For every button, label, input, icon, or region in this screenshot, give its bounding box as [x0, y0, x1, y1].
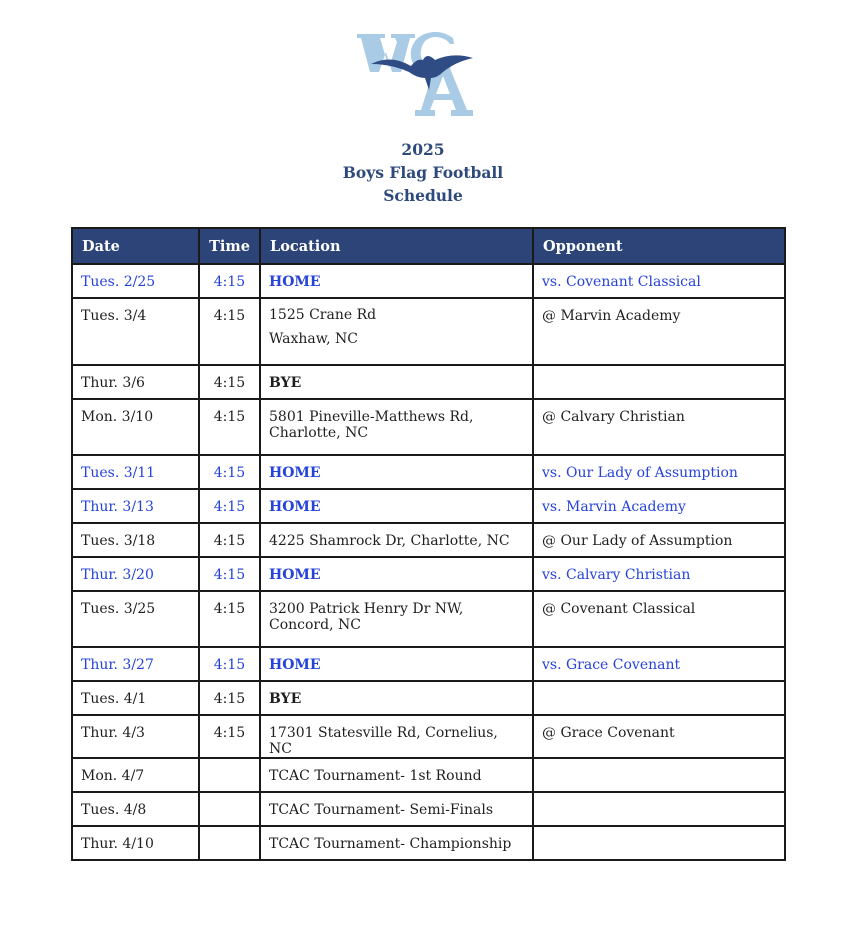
location-cell [260, 455, 533, 489]
opponent-cell: vs. Calvary Christian [533, 557, 785, 591]
table-row [72, 681, 785, 715]
table-row [72, 298, 785, 365]
location-cell [260, 715, 533, 758]
opponent-cell [533, 792, 785, 826]
table-row [72, 264, 785, 298]
time-cell: 4:15 [199, 489, 260, 523]
location-line: TCAC Tournament- Championship [269, 836, 512, 852]
location-line: BYE [269, 375, 302, 391]
date-cell: Mon. 3/10 [72, 399, 199, 455]
table-row [72, 523, 785, 557]
location-cell [260, 298, 533, 365]
table-row [72, 399, 785, 455]
header-date: Date [72, 228, 199, 264]
location-line: 1525 Crane Rd [269, 307, 377, 323]
opponent-cell: @ Marvin Academy [533, 298, 785, 365]
schedule-title: Boys Flag Football [342, 163, 504, 182]
time-cell: 4:15 [199, 399, 260, 455]
table-row [72, 647, 785, 681]
time-cell: 4:15 [199, 298, 260, 365]
location-cell [260, 591, 533, 647]
time-cell: 4:15 [199, 455, 260, 489]
location-line: TCAC Tournament- Semi-Finals [269, 802, 494, 818]
date-cell: Thur. 3/20 [72, 557, 199, 591]
location-line: 3200 Patrick Henry Dr NW, [269, 601, 464, 617]
opponent-cell: vs. Our Lady of Assumption [533, 455, 785, 489]
time-cell: 4:15 [199, 681, 260, 715]
location-line: HOME [269, 499, 321, 515]
table-row [72, 557, 785, 591]
school-logo [355, 28, 489, 120]
date-cell: Tues. 3/11 [72, 455, 199, 489]
table-row [72, 365, 785, 399]
time-cell [199, 758, 260, 792]
date-cell: Tues. 3/18 [72, 523, 199, 557]
table-row [72, 455, 785, 489]
table-row [72, 591, 785, 647]
header-opponent: Opponent [533, 228, 785, 264]
table-row [72, 758, 785, 792]
date-cell: Thur. 4/10 [72, 826, 199, 860]
logo-eagle [371, 55, 473, 90]
header-time: Time [199, 228, 260, 264]
time-cell: 4:15 [199, 557, 260, 591]
time-cell: 4:15 [199, 715, 260, 758]
date-cell: Tues. 3/4 [72, 298, 199, 365]
opponent-cell: @ Grace Covenant [533, 715, 785, 758]
location-line: HOME [269, 567, 321, 583]
location-line: TCAC Tournament- 1st Round [269, 768, 482, 784]
time-cell [199, 826, 260, 860]
date-cell: Thur. 3/13 [72, 489, 199, 523]
date-cell: Tues. 4/8 [72, 792, 199, 826]
location-line: Concord, NC [269, 617, 361, 633]
location-cell [260, 557, 533, 591]
title-block [0, 138, 846, 207]
date-cell: Tues. 3/25 [72, 591, 199, 647]
location-cell [260, 264, 533, 298]
location-cell [260, 792, 533, 826]
opponent-cell [533, 758, 785, 792]
time-cell: 4:15 [199, 647, 260, 681]
time-cell [199, 792, 260, 826]
location-cell [260, 681, 533, 715]
schedule-subtitle: Schedule [383, 186, 463, 205]
location-line: Charlotte, NC [269, 425, 369, 441]
date-cell: Thur. 3/27 [72, 647, 199, 681]
date-cell: Mon. 4/7 [72, 758, 199, 792]
date-cell: Thur. 3/6 [72, 365, 199, 399]
schedule-table [71, 227, 786, 861]
location-cell [260, 365, 533, 399]
table-header-row [72, 228, 785, 264]
opponent-cell: @ Calvary Christian [533, 399, 785, 455]
time-cell: 4:15 [199, 591, 260, 647]
location-line: BYE [269, 691, 302, 707]
location-cell [260, 399, 533, 455]
location-cell [260, 647, 533, 681]
location-cell [260, 826, 533, 860]
opponent-cell: vs. Marvin Academy [533, 489, 785, 523]
table-row [72, 826, 785, 860]
location-line: 5801 Pineville-Matthews Rd, [269, 409, 474, 425]
location-cell [260, 758, 533, 792]
location-line: HOME [269, 657, 321, 673]
time-cell: 4:15 [199, 264, 260, 298]
opponent-cell: vs. Covenant Classical [533, 264, 785, 298]
location-line: 17301 Statesville Rd, Cornelius, NC [269, 725, 498, 757]
table-row [72, 715, 785, 758]
opponent-cell [533, 365, 785, 399]
location-cell [260, 489, 533, 523]
location-line: HOME [269, 465, 321, 481]
opponent-cell: @ Our Lady of Assumption [533, 523, 785, 557]
header-location: Location [260, 228, 533, 264]
time-cell: 4:15 [199, 365, 260, 399]
location-line: 4225 Shamrock Dr, Charlotte, NC [269, 533, 510, 549]
location-line: HOME [269, 274, 321, 290]
date-cell: Thur. 4/3 [72, 715, 199, 758]
date-cell: Tues. 4/1 [72, 681, 199, 715]
location-line: Waxhaw, NC [269, 331, 358, 347]
table-row [72, 489, 785, 523]
opponent-cell [533, 826, 785, 860]
date-cell: Tues. 2/25 [72, 264, 199, 298]
table-row [72, 792, 785, 826]
opponent-cell: @ Covenant Classical [533, 591, 785, 647]
opponent-cell: vs. Grace Covenant [533, 647, 785, 681]
time-cell: 4:15 [199, 523, 260, 557]
opponent-cell [533, 681, 785, 715]
location-cell [260, 523, 533, 557]
schedule-year: 2025 [401, 140, 445, 159]
